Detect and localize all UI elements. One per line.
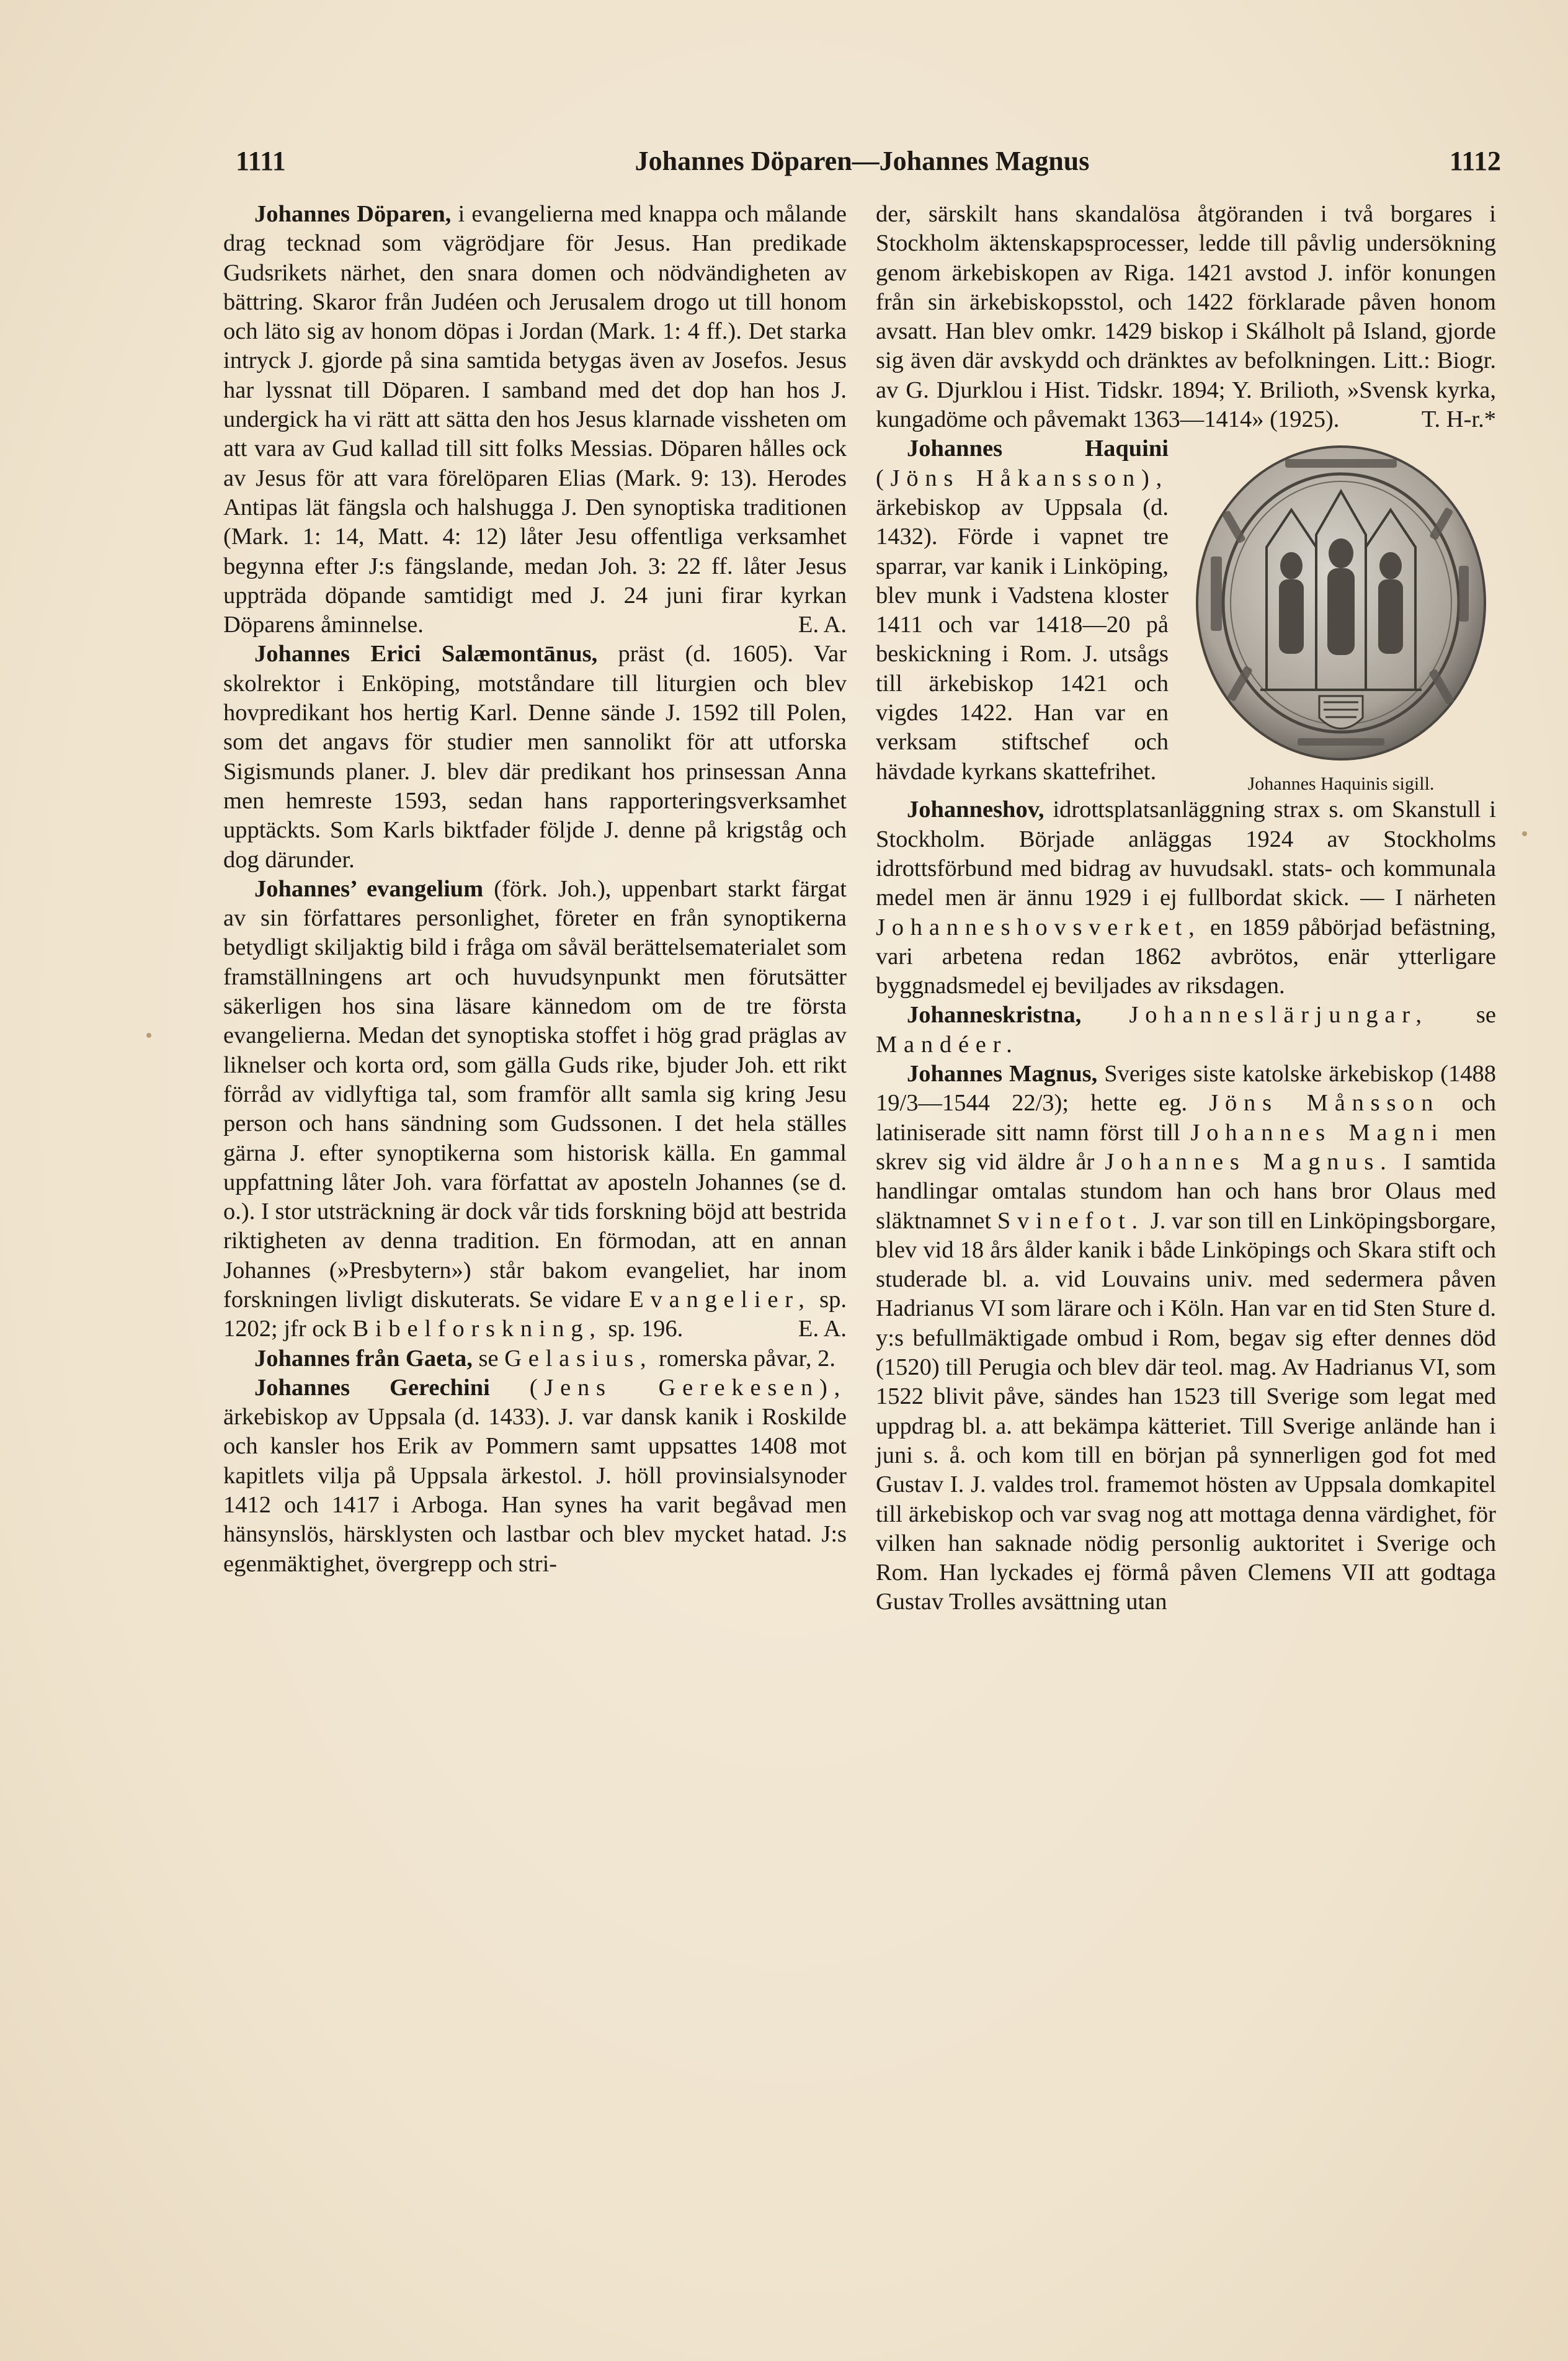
author-signature: T. H-r.*: [1421, 406, 1496, 433]
birth-date: 19/3: [876, 1090, 919, 1117]
right-column: [876, 200, 1496, 1617]
entry-text: J. var son till en Linköpingsborgare, blev vid 18 års ålder kanik i både Linköpings och Skara stift och studerade bl. a. vid Louvains univ. med sedermera påven Hadrianus VI som lärare och i Köln. Han var en tid Sten Sture d. y:s befullmäktigade ombud i Rom, begav sig efter dennes död (1520) till Perugia och blev där teol. mag. Av Hadrianus VI, som 1522 blivit påve, sändes han 1523 till Sverige som legat med uppdrag bl. a. att bekämpa kätteriet. Till Sverige anlände han i juni s. å. och kom till en början på synnerligen god fot med Gustav I. J. valdes trol. framemot hösten av Uppsala domkapitel till ärkebiskop och var svag nog att mottaga denna värdighet, för vilken han saknade nödig personlig auktoritet i Sverige och Rom. Han lyckades ej förmå påven Clemens VII att godtaga Gustav Trolles avsättning utan: [876, 1207, 1496, 1615]
entry-text: Sveriges siste katolske ärkebiskop (1488: [1104, 1061, 1497, 1087]
entry-text: se: [1476, 1002, 1496, 1029]
entry-headword: Johannes’ evangelium: [254, 875, 484, 902]
entry-text: romerska påvar, 2.: [659, 1345, 835, 1372]
cross-reference: Mandéer.: [876, 1031, 1019, 1058]
paper-speck: [146, 1033, 151, 1038]
seal-figure: [1180, 442, 1502, 795]
entry-headword: Johannes Gerechini: [254, 1374, 490, 1401]
entry-text: ); hette eg.: [1054, 1090, 1188, 1117]
entry-text: —1544: [918, 1090, 990, 1117]
entry-headword: Johannes Haquini: [907, 435, 1169, 462]
entry-johannes-evangelium: [223, 875, 847, 1344]
entry-text: (förk. Joh.), uppenbart starkt färgat av sin författares personlighet, företer en från synoptikerna betydligt skiljaktig bild i fråga om såväl berättelsematerialet som framställningens art och huvudsynpunkt men förutsätter säkerligen hos sina läsare kännedom om de tre första evangelierna. Medan det synoptiska stoffet i hög grad präglas av liknelser och korta ord, som gälla Guds rike, bjuder Joh. ett rikt förråd av vidlyftiga tal, som framför allt samla sig kring Jesu person och hans sändning som Gudssonen. I det hela ställes gärna J. efter synoptikerna som historisk källa. En gammal uppfattning låter Joh. vara författat av aposteln Johannes (se d. o.). I stor utsträckning är dock vår tids forskning böjd att bestrida riktigheten av denna tradition. En förmodan, att en annan Johannes (»Presbytern») står bakom evangeliet, har inom forskningen livligt diskuterats. Se vidare: [223, 875, 847, 1313]
left-column: [223, 200, 847, 1579]
entry-text: ärkebiskop av Uppsala (d. 1432). Förde i vapnet tre sparrar, var kanik i Linköping, blev munk i Vadstena kloster 1411 och var 1418—20 på beskickning i Rom. J. utsågs till ärkebiskop 1421 och vigdes 1422. Han var en verksam stiftschef och hävdade kyrkans skattefrihet.: [876, 494, 1169, 785]
seal-image: [1192, 442, 1490, 764]
figure-caption: Johannes Haquinis sigill.: [1247, 774, 1435, 795]
entry-johannes-fran-gaeta: [223, 1344, 847, 1373]
entry-johannes-magnus: [876, 1060, 1496, 1617]
personal-name: Jöns Månsson: [1209, 1090, 1440, 1117]
entry-text: men skrev sig vid äldre år: [876, 1119, 1497, 1175]
entry-alias: (Jöns Håkansson),: [876, 465, 1169, 491]
entry-headword: Johannes från Gaeta,: [254, 1345, 473, 1372]
death-date: 22/3: [1012, 1090, 1054, 1117]
entry-text: sp. 196.: [608, 1316, 684, 1342]
entry-text: i evangelierna med knappa och målande drag tecknad som vägrödjare för Jesus. Han predikade Gudsrikets närhet, den snara domen och nödvändigheten av bättring. Skaror från Judéen och Jerusalem drogo ut till honom och läto sig av honom döpas i Jordan (Mark. 1: 4 ff.). Det starka intryck J. gjorde på sina samtida betygas även av Josefos. Jesus har lyssnat till Döparen. I samband med det dop han hos J. undergick ha vi rätt att sätta den hos Jesus klarnade vissheten om att vara av Gud kallad till sitt folks Messias. Döparen hålles ock av Jesus för att vara förelöparen Elias (Mark. 9: 13). Herodes Antipas lät fängsla och halshugga J. Den synoptiska traditionen (Mark. 1: 14, Matt. 4: 12) låter Jesu offentliga verksamhet begynna efter J:s fängslande, medan Joh. 3: 22 ff. låter Jesus uppträda döpande samtidigt med J. 24 juni firar kyrkan Döparens åminnelse.: [223, 201, 847, 638]
page-number-right: 1112: [1449, 146, 1501, 176]
cross-reference: Evangelier,: [629, 1286, 811, 1313]
entry-alias: (Jens Gerekesen),: [529, 1374, 847, 1401]
entry-headword: Johannes Erici Salæmontānus,: [254, 641, 598, 667]
entry-text: en 1859 påbörjad befästning, vari arbetena redan 1862 avbrötos, enär ytterligare byggnadsmedel ej beviljades av riksdagen.: [876, 914, 1497, 999]
author-signature: E. A.: [798, 612, 847, 638]
entry-text: präst (d. 1605). Var skolrektor i Enköping, motståndare till liturgien och blev hovpredikant hos hertig Karl. Denne sände J. 1592 till Polen, som det angavs för studier men sannolikt för att utforska Sigismunds planer. J. blev där predikant hos prinsessan Anna men hemreste 1593, sedan hans rapporteringsverksamhet upptäckts. Som Karls biktfader följde J. denne på krigståg och dog därunder.: [223, 641, 847, 873]
entry-headword: Johannes Döparen,: [254, 201, 452, 227]
cross-reference: Bibelforskning,: [352, 1316, 602, 1342]
paper-speck: [1522, 831, 1527, 836]
cross-reference: Johanneslärjungar,: [1129, 1002, 1428, 1029]
entry-headword: Johanneskristna,: [907, 1002, 1082, 1029]
entry-johanneskristna: [876, 1001, 1496, 1060]
entry-johannes-haquini: [876, 434, 1496, 795]
personal-name: Johannes Magnus.: [1105, 1148, 1393, 1175]
page-number-left: 1111: [236, 146, 286, 176]
entry-text: se: [478, 1345, 499, 1372]
entry-text: och latiniserade sitt namn först till: [876, 1090, 1496, 1146]
cross-reference: Gelasius,: [504, 1345, 653, 1372]
entry-text: I samtida handlingar omtalas stundom han och hans bror Olaus med släktnamnet: [876, 1148, 1497, 1234]
personal-name: Svinefot.: [997, 1207, 1144, 1234]
cross-reference: Johanneshovsverket,: [876, 914, 1201, 940]
entry-text: sp. 1202; jfr ock: [223, 1286, 847, 1342]
entry-text: ärkebiskop av Uppsala (d. 1433). J. var dansk kanik i Roskilde och kansler hos Erik av Pommern samt uppsattes 1408 mot kapitlets vilja på Uppsala ärkestol. J. höll provinsialsynoder 1412 och 1417 i Arboga. Han synes ha varit begåvad men hänsynslös, härsklysten och lastbar och blev mycket hatad. J:s egenmäktighet, övergrepp och stri-: [223, 1404, 847, 1577]
author-signature: E. A.: [798, 1316, 847, 1342]
entry-gerechini-continued: [876, 200, 1496, 434]
entry-text: der, särskilt hans skandalösa åtgöranden i två borgares i Stockholm äktenskapsprocesser, ledde till påvlig undersökning genom ärkebiskopen av Riga. 1421 avstod J. inför konungen från sin ärkebiskopsstol, och 1422 förklarade påven honom avsatt. Han blev omkr. 1429 biskop i Skálholt på Island, gjorde sig även där avskydd och dränktes av befolkningen. Litt.: Biogr. av G. Djurklou i Hist. Tidskr. 1894; Y. Brilioth, »Svensk kyrka, kungadöme och påvemakt 1363—1414» (1925).: [876, 201, 1496, 433]
entry-johanneshov: [876, 795, 1496, 1001]
entry-johannes-doparen: [223, 200, 847, 640]
entry-johannes-erici: [223, 640, 847, 874]
running-title: Johannes Döparen—Johannes Magnus: [635, 146, 1090, 176]
entry-johannes-gerechini: [223, 1373, 847, 1579]
entry-text: idrottsplatsanläggning strax s. om Skanstull i Stockholm. Började anläggas 1924 av Stockholms idrottsförbund med bidrag av huvudsakl. stats- och kommunala medel men är ännu 1929 i ej fullbordat skick. — I närheten: [876, 797, 1497, 911]
running-header: [223, 138, 1501, 181]
entry-headword: Johannes Magnus,: [907, 1061, 1098, 1087]
personal-name: Johannes Magni: [1190, 1119, 1445, 1146]
entry-headword: Johanneshov,: [907, 797, 1045, 823]
